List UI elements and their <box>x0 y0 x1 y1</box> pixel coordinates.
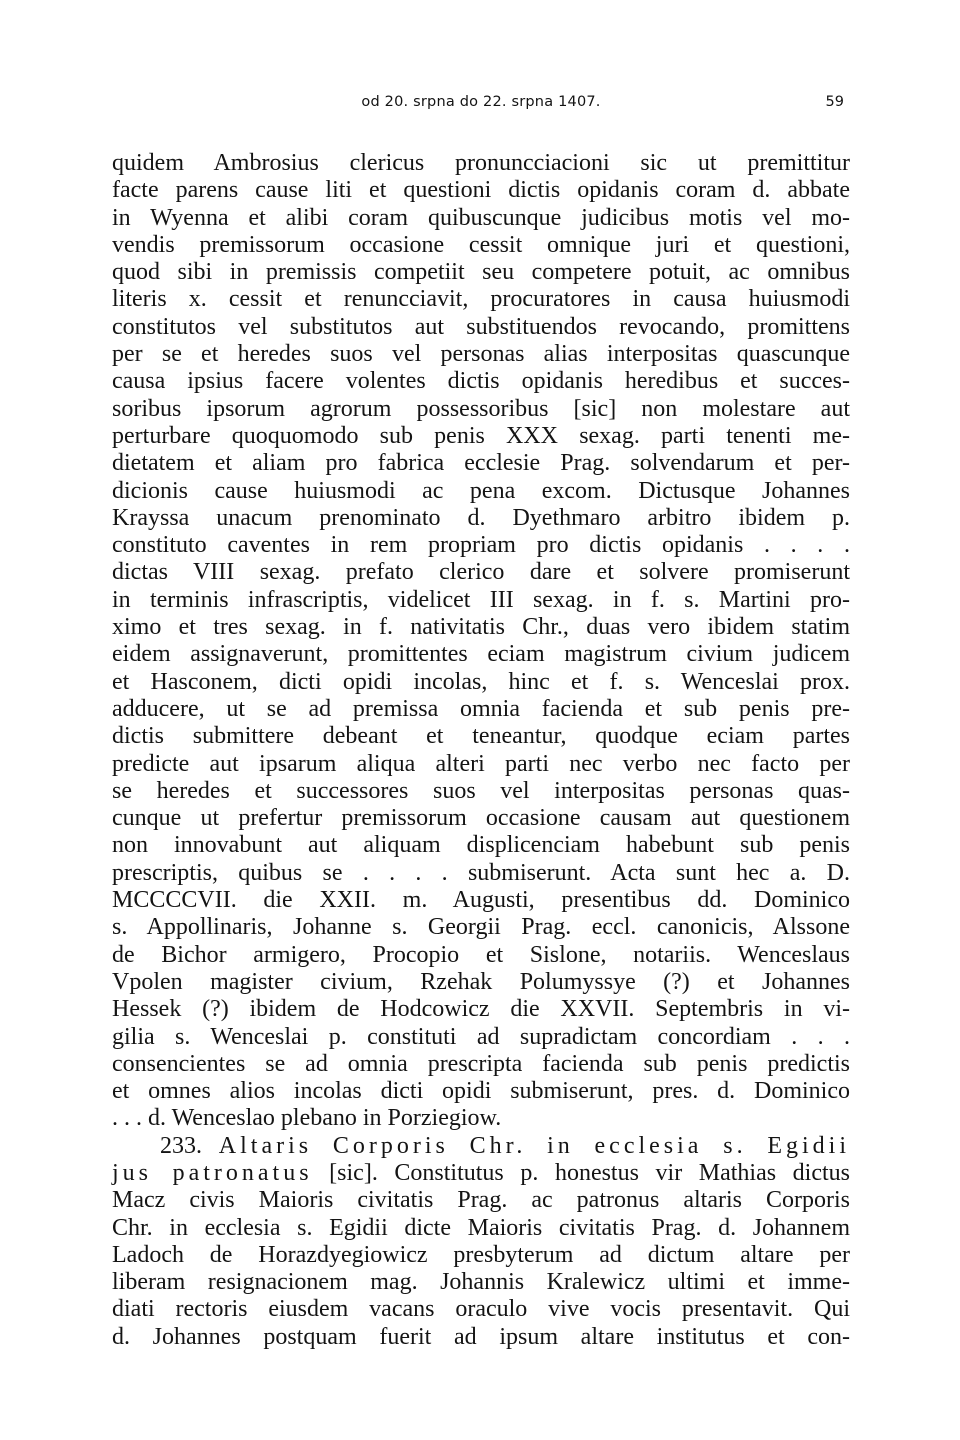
text-line: Macz civis Maioris civitatis Prag. ac patronus altaris Corporis <box>112 1187 850 1214</box>
book-page <box>112 86 850 1351</box>
text-line: quod sibi in premissis competiit seu competere potuit, ac omnibus <box>112 259 850 286</box>
text-line: Ladoch de Horazdyegiowicz presbyterum ad dictum altare per <box>112 1241 850 1268</box>
page-number: 59 <box>825 94 844 110</box>
text-line: se heredes et successores suos vel interpositas personas quas- <box>112 777 850 804</box>
running-title: od 20. srpna do 22. srpna 1407. <box>361 94 601 110</box>
text-line: et omnes alios incolas dicti opidi submiserunt, pres. d. Dominico <box>112 1078 850 1105</box>
text-line <box>112 1160 850 1187</box>
text-line: adducere, ut se ad premissa omnia facienda et sub penis pre- <box>112 695 850 722</box>
text-line: per se et heredes suos vel personas alias interpositas quascunque <box>112 341 850 368</box>
text-line: perturbare quoquomodo sub penis XXX sexag. parti tenenti me- <box>112 422 850 449</box>
text-line: dietatem et aliam pro fabrica ecclesie Prag. solvendarum et per- <box>112 450 850 477</box>
section-title-continued: jus patronatus <box>112 1159 313 1186</box>
text-line: dictis submittere debeant et teneantur, quodque eciam partes <box>112 723 850 750</box>
text-line: Hessek (?) ibidem de Hodcowicz die XXVII. Septembris in vi- <box>112 996 850 1023</box>
text-line: predicte aut ipsarum aliqua alteri parti nec verbo nec facto per <box>112 750 850 777</box>
text-line: causa ipsius facere volentes dictis opidanis heredibus et succes- <box>112 368 850 395</box>
text-line: dicionis cause huiusmodi ac pena excom. Dictusque Johannes <box>112 477 850 504</box>
running-head <box>112 86 850 126</box>
text-line: gilia s. Wenceslai p. constituti ad supradictam concordiam . . . <box>112 1023 850 1050</box>
text-line: vendis premissorum occasione cessit omnique juri et questioni, <box>112 231 850 258</box>
text-line: liberam resignacionem mag. Johannis Kralewicz ultimi et imme- <box>112 1269 850 1296</box>
section-number: 233. <box>160 1132 202 1159</box>
text-line: consencientes se ad omnia prescripta facienda sub penis predictis <box>112 1050 850 1077</box>
text-line: Krayssa unacum prenominato d. Dyethmaro arbitro ibidem p. <box>112 504 850 531</box>
text-line: d. Johannes postquam fuerit ad ipsum altare institutus et con- <box>112 1323 850 1350</box>
text-line: eidem assignaverunt, promittentes eciam magistrum civium judicem <box>112 641 850 668</box>
section-title: Altaris Corporis Chr. in ecclesia s. Egidii <box>218 1132 851 1159</box>
text-line: de Bichor armigero, Procopio et Sislone, notariis. Wenceslaus <box>112 941 850 968</box>
text-line: MCCCCVII. die XXII. m. Augusti, presentibus dd. Dominico <box>112 887 850 914</box>
text-line: dictas VIII sexag. prefato clerico dare et solvere promiserunt <box>112 559 850 586</box>
main-text <box>112 150 850 1351</box>
text-line: Vpolen magister civium, Rzehak Polumyssye (?) et Johannes <box>112 968 850 995</box>
text-line: diati rectoris eiusdem vacans oraculo vive vocis presentavit. Qui <box>112 1296 850 1323</box>
section-text: [sic]. Constitutus p. honestus vir Mathias dictus <box>329 1159 851 1186</box>
text-line: . . . d. Wenceslao plebano in Porziegiow. <box>112 1105 502 1132</box>
text-line: prescriptis, quibus se . . . . submiserunt. Acta sunt hec a. D. <box>112 859 850 886</box>
text-line: soribus ipsorum agrorum possessoribus [sic] non molestare aut <box>112 395 850 422</box>
text-line: quidem Ambrosius clericus pronuncciacioni sic ut premittitur <box>112 150 850 176</box>
text-line: non innovabunt aut aliquam displicenciam habebunt sub penis <box>112 832 850 859</box>
text-line: s. Appollinaris, Johanne s. Georgii Prag. eccl. canonicis, Alssone <box>112 914 850 941</box>
text-line: in terminis infrascriptis, videlicet III sexag. in f. s. Martini pro- <box>112 586 850 613</box>
text-line: ximo et tres sexag. in f. nativitatis Chr., duas vero ibidem statim <box>112 614 850 641</box>
text-line: in Wyenna et alibi coram quibuscunque judicibus motis vel mo- <box>112 204 850 231</box>
text-line: constitutos vel substitutos aut substituendos revocando, promittens <box>112 313 850 340</box>
text-line: cunque ut prefertur premissorum occasione causam aut questionem <box>112 805 850 832</box>
text-line: facte parens cause liti et questioni dictis opidanis coram d. abbate <box>112 177 850 204</box>
text-line: et Hasconem, dicti opidi incolas, hinc et f. s. Wenceslai prox. <box>112 668 850 695</box>
text-line: Chr. in ecclesia s. Egidii dicte Maioris civitatis Prag. d. Johannem <box>112 1214 850 1241</box>
section-heading-233 <box>112 1133 850 1160</box>
text-line: literis x. cessit et renuncciavit, procuratores in causa huiusmodi <box>112 286 850 313</box>
text-line: constituto caventes in rem propriam pro dictis opidanis . . . . <box>112 532 850 559</box>
